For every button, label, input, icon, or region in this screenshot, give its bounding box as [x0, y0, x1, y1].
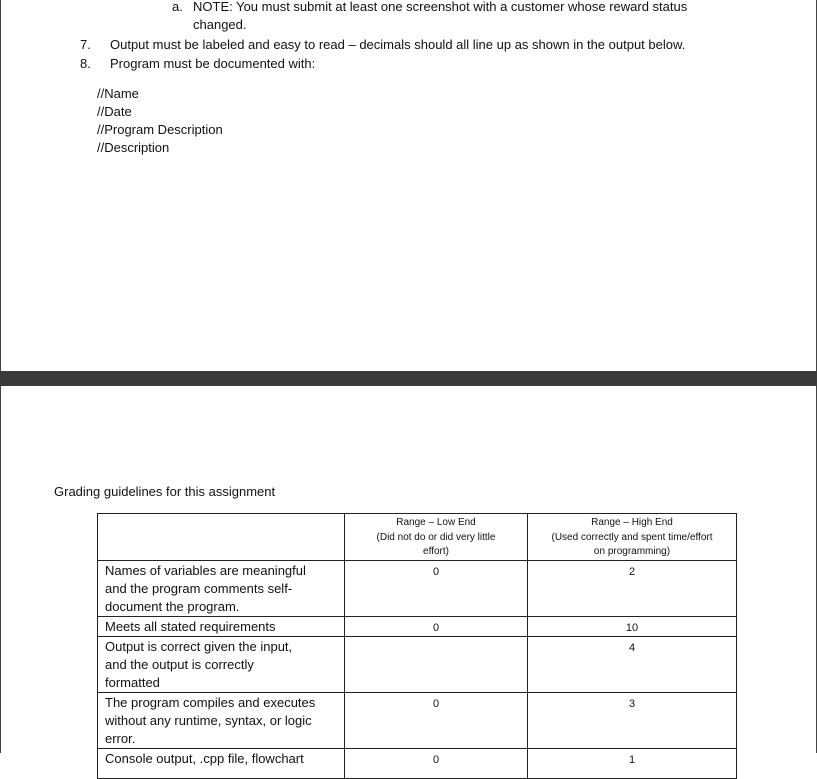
header-high-desc-2: on programming) [593, 546, 671, 557]
document-page-1 [0, 0, 817, 371]
page-separator [0, 371, 817, 386]
criterion-text: Console output, .cpp file, flowchart [105, 750, 304, 766]
note-marker: a. [172, 0, 183, 14]
table-row [98, 692, 737, 748]
high-score-cell: 1 [528, 748, 737, 778]
criterion-cell [98, 692, 345, 748]
header-low-end [345, 514, 528, 561]
table-row [98, 616, 737, 636]
doc-line-name: //Name [97, 86, 139, 101]
criterion-text: Names of variables are meaningful [105, 562, 306, 578]
table-row [98, 636, 737, 692]
criterion-text: The program compiles and executes [105, 694, 316, 710]
low-score-cell: 0 [345, 560, 528, 616]
low-score-cell [345, 636, 528, 692]
high-score-cell: 4 [528, 636, 737, 692]
doc-line-date: //Date [97, 104, 132, 119]
criterion-text: formatted [105, 674, 160, 690]
criterion-text: Meets all stated requirements [105, 618, 276, 634]
item-7-text: Output must be labeled and easy to read – decimals should all line up as shown in the output below. [110, 37, 686, 52]
item-8-number: 8. [80, 56, 91, 71]
note-line-2: changed. [193, 17, 247, 32]
criterion-text: error. [105, 730, 136, 746]
header-criteria-cell [98, 514, 345, 561]
high-score-cell: 2 [528, 560, 737, 616]
criterion-text: Output is correct given the input, [105, 638, 293, 654]
criterion-cell [98, 560, 345, 616]
header-high-title: Range – High End [591, 517, 673, 528]
header-high-desc-1: (Used correctly and spent time/effort [551, 531, 713, 543]
criterion-cell [98, 636, 345, 692]
low-score-cell: 0 [345, 748, 528, 778]
note-line-1: NOTE: You must submit at least one screenshot with a customer whose reward status [193, 0, 688, 14]
criterion-text: without any runtime, syntax, or logic [105, 712, 312, 728]
criterion-text: document the program. [105, 598, 240, 614]
header-low-desc-1: (Did not do or did very little [376, 531, 496, 543]
high-score-cell: 3 [528, 692, 737, 748]
criterion-text: and the output is correctly [105, 656, 254, 672]
header-high-end [528, 514, 737, 561]
header-low-title: Range – Low End [396, 517, 476, 528]
grading-caption: Grading guidelines for this assignment [54, 484, 276, 499]
low-score-cell: 0 [345, 616, 528, 636]
doc-line-program-description: //Program Description [97, 122, 223, 137]
doc-line-description: //Description [97, 140, 170, 155]
low-score-cell: 0 [345, 692, 528, 748]
header-low-desc-2: effort) [423, 546, 449, 557]
high-score-cell: 10 [528, 616, 737, 636]
item-7-number: 7. [80, 37, 91, 52]
criterion-text: and the program comments self- [105, 580, 293, 596]
item-8-text: Program must be documented with: [110, 56, 316, 71]
criterion-cell [98, 616, 345, 636]
table-row [98, 560, 737, 616]
grading-table [97, 513, 737, 779]
table-header-row [98, 514, 737, 561]
